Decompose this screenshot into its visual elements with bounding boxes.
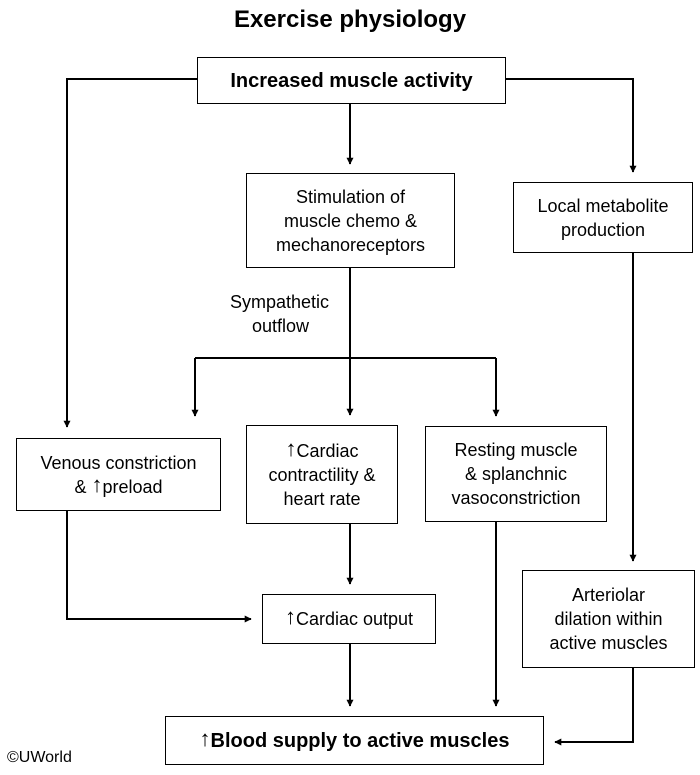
node-label-line: muscle chemo & — [283, 210, 418, 231]
node-label-line — [285, 435, 359, 463]
label-text: Blood supply to active muscles — [210, 729, 510, 752]
node-label-line: Stimulation of — [295, 186, 406, 207]
label-text: preload — [102, 476, 163, 497]
up-arrow-icon: ↑ — [199, 725, 211, 751]
up-arrow-icon: ↑ — [285, 435, 297, 461]
sympathetic-outflow-label — [230, 290, 329, 338]
node-stimulation-receptors — [246, 173, 455, 268]
node-label-line — [284, 604, 414, 631]
arrow-venous-to-output — [67, 511, 251, 619]
arrow-increased-to-metabolite — [506, 79, 633, 172]
arrow-arteriolar-to-blood — [555, 668, 633, 742]
node-label-line: heart rate — [283, 488, 361, 509]
node-local-metabolite — [513, 182, 693, 253]
node-label: Increased muscle activity — [230, 69, 473, 92]
label-text: Cardiac output — [295, 609, 414, 629]
diagram-title: Exercise physiology — [233, 6, 467, 33]
node-label-line: Arteriolar — [571, 585, 646, 605]
copyright-notice: ©UWorld — [7, 749, 72, 766]
node-label-line: & splanchnic — [464, 464, 568, 484]
node-cardiac-contractility — [246, 425, 398, 524]
node-label-line: contractility & — [268, 464, 376, 485]
node-increased-muscle-activity — [197, 57, 506, 104]
label-line: Sympathetic — [230, 292, 330, 312]
node-label-line: production — [560, 219, 646, 240]
up-arrow-icon: ↑ — [284, 604, 296, 629]
node-label-line: vasoconstriction — [451, 488, 581, 508]
node-label-line-2 — [74, 471, 163, 499]
up-arrow-icon: ↑ — [91, 471, 103, 497]
node-label-line: Local metabolite — [537, 195, 669, 216]
arrow-increased-to-venous — [67, 79, 197, 427]
node-label-line: mechanoreceptors — [275, 234, 426, 255]
node-label-line: Resting muscle — [454, 440, 578, 460]
node-label-line — [199, 725, 510, 753]
label-text: Cardiac — [296, 440, 359, 461]
node-arteriolar-dilation — [522, 570, 695, 668]
node-label-line: Venous constriction — [40, 452, 197, 473]
node-venous-constriction — [16, 438, 221, 511]
node-blood-supply — [165, 716, 544, 765]
ampersand: & — [74, 476, 87, 497]
node-label-line: dilation within — [554, 609, 663, 629]
node-label-line: active muscles — [549, 633, 668, 653]
node-cardiac-output — [262, 594, 436, 644]
node-resting-vasoconstriction — [425, 426, 607, 522]
label-line: outflow — [252, 316, 310, 336]
